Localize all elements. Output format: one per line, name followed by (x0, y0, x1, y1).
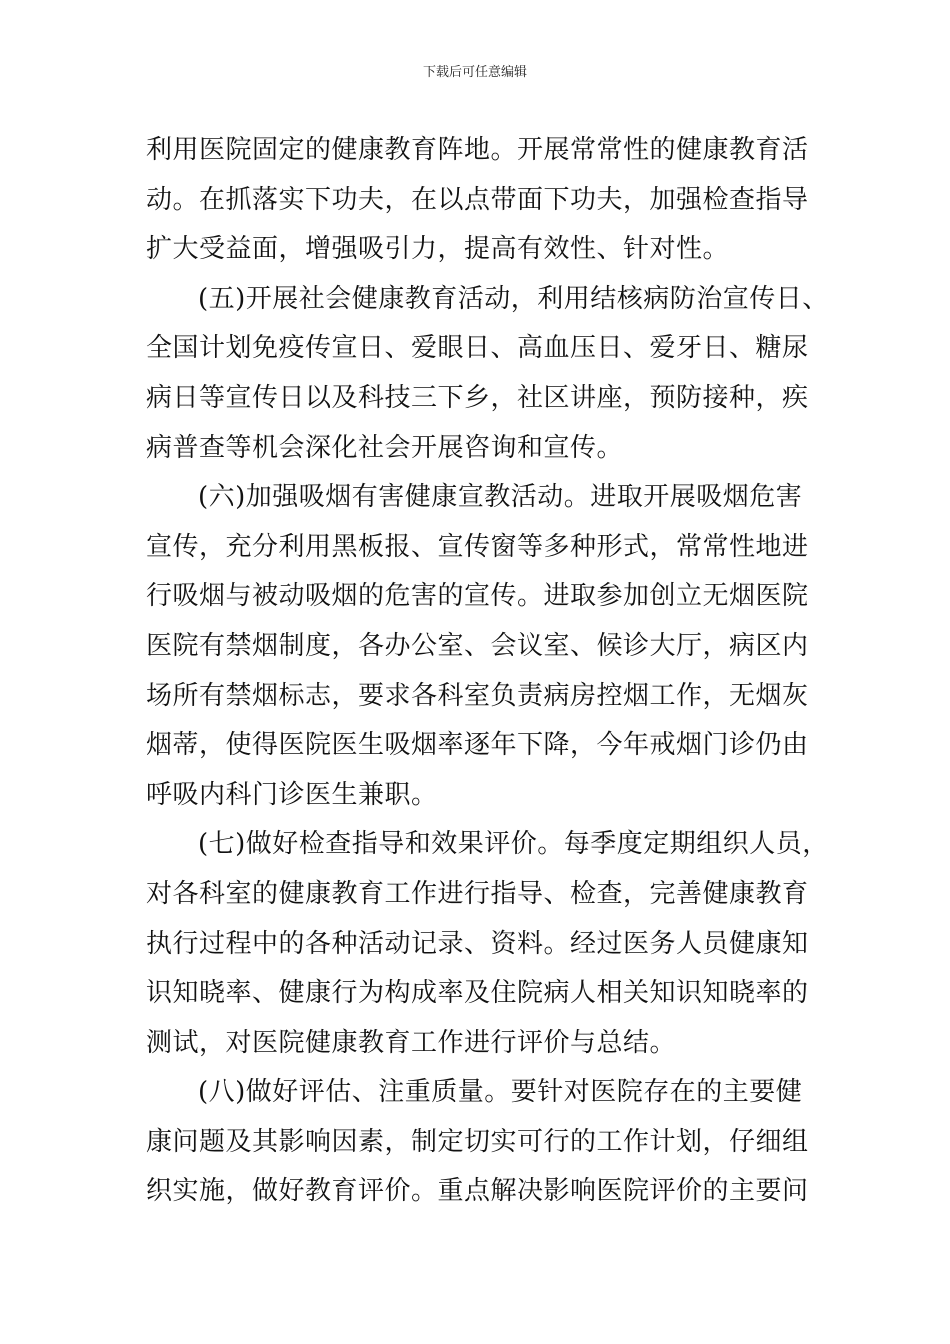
document-body (146, 126, 836, 1217)
text-line: 病普查等机会深化社会开展咨询和宣传。 (146, 432, 624, 463)
text-line: 全国计划免疫传宣日、爱眼日、高血压日、爱牙日、糖尿 (146, 333, 809, 364)
text-line: 动。在抓落实下功夫，在以点带面下功夫，加强检查指导 (146, 184, 809, 215)
page-header: 下载后可任意编辑 (422, 65, 527, 80)
text-line: 宣传，充分利用黑板报、宣传窗等多种形式，常常性地进 (146, 531, 809, 562)
text-line: 测试，对医院健康教育工作进行评价与总结。 (146, 1027, 677, 1058)
text-line: 病日等宣传日以及科技三下乡，社区讲座，预防接种，疾 (146, 382, 809, 413)
text-line: 利用医院固定的健康教育阵地。开展常常性的健康教育活 (146, 135, 809, 165)
paragraph-start-line: (六)加强吸烟有害健康宣教活动。进取开展吸烟危害 (198, 482, 803, 513)
text-line: 呼吸内科门诊医生兼职。 (146, 779, 438, 810)
text-line: 烟蒂，使得医院医生吸烟率逐年下降，今年戒烟门诊仍由 (146, 730, 809, 761)
text-line: 识知晓率、健康行为构成率及住院病人相关知识知晓率的 (146, 978, 809, 1009)
text-line: 医院有禁烟制度，各办公室、会议室、候诊大厅，病区内 (146, 630, 809, 661)
text-line: 执行过程中的各种活动记录、资料。经过医务人员健康知 (146, 928, 809, 959)
text-line: 织实施，做好教育评价。重点解决影响医院评价的主要问 (146, 1176, 809, 1207)
text-line: 康问题及其影响因素，制定切实可行的工作计划，仔细组 (146, 1126, 809, 1157)
text-line: 扩大受益面，增强吸引力，提高有效性、针对性。 (146, 234, 730, 265)
text-line: 场所有禁烟标志，要求各科室负责病房控烟工作，无烟灰 (146, 680, 809, 711)
paragraph-start-line: (八)做好评估、注重质量。要针对医院存在的主要健 (198, 1077, 803, 1108)
text-line: 行吸烟与被动吸烟的危害的宣传。进取参加创立无烟医院 (146, 581, 809, 612)
text-line: 对各科室的健康教育工作进行指导、检查，完善健康教育 (146, 878, 809, 909)
paragraph-start-line: (七)做好检查指导和效果评价。每季度定期组织人员， (198, 829, 829, 860)
paragraph-start-line: (五)开展社会健康教育活动，利用结核病防治宣传日、 (198, 283, 829, 314)
